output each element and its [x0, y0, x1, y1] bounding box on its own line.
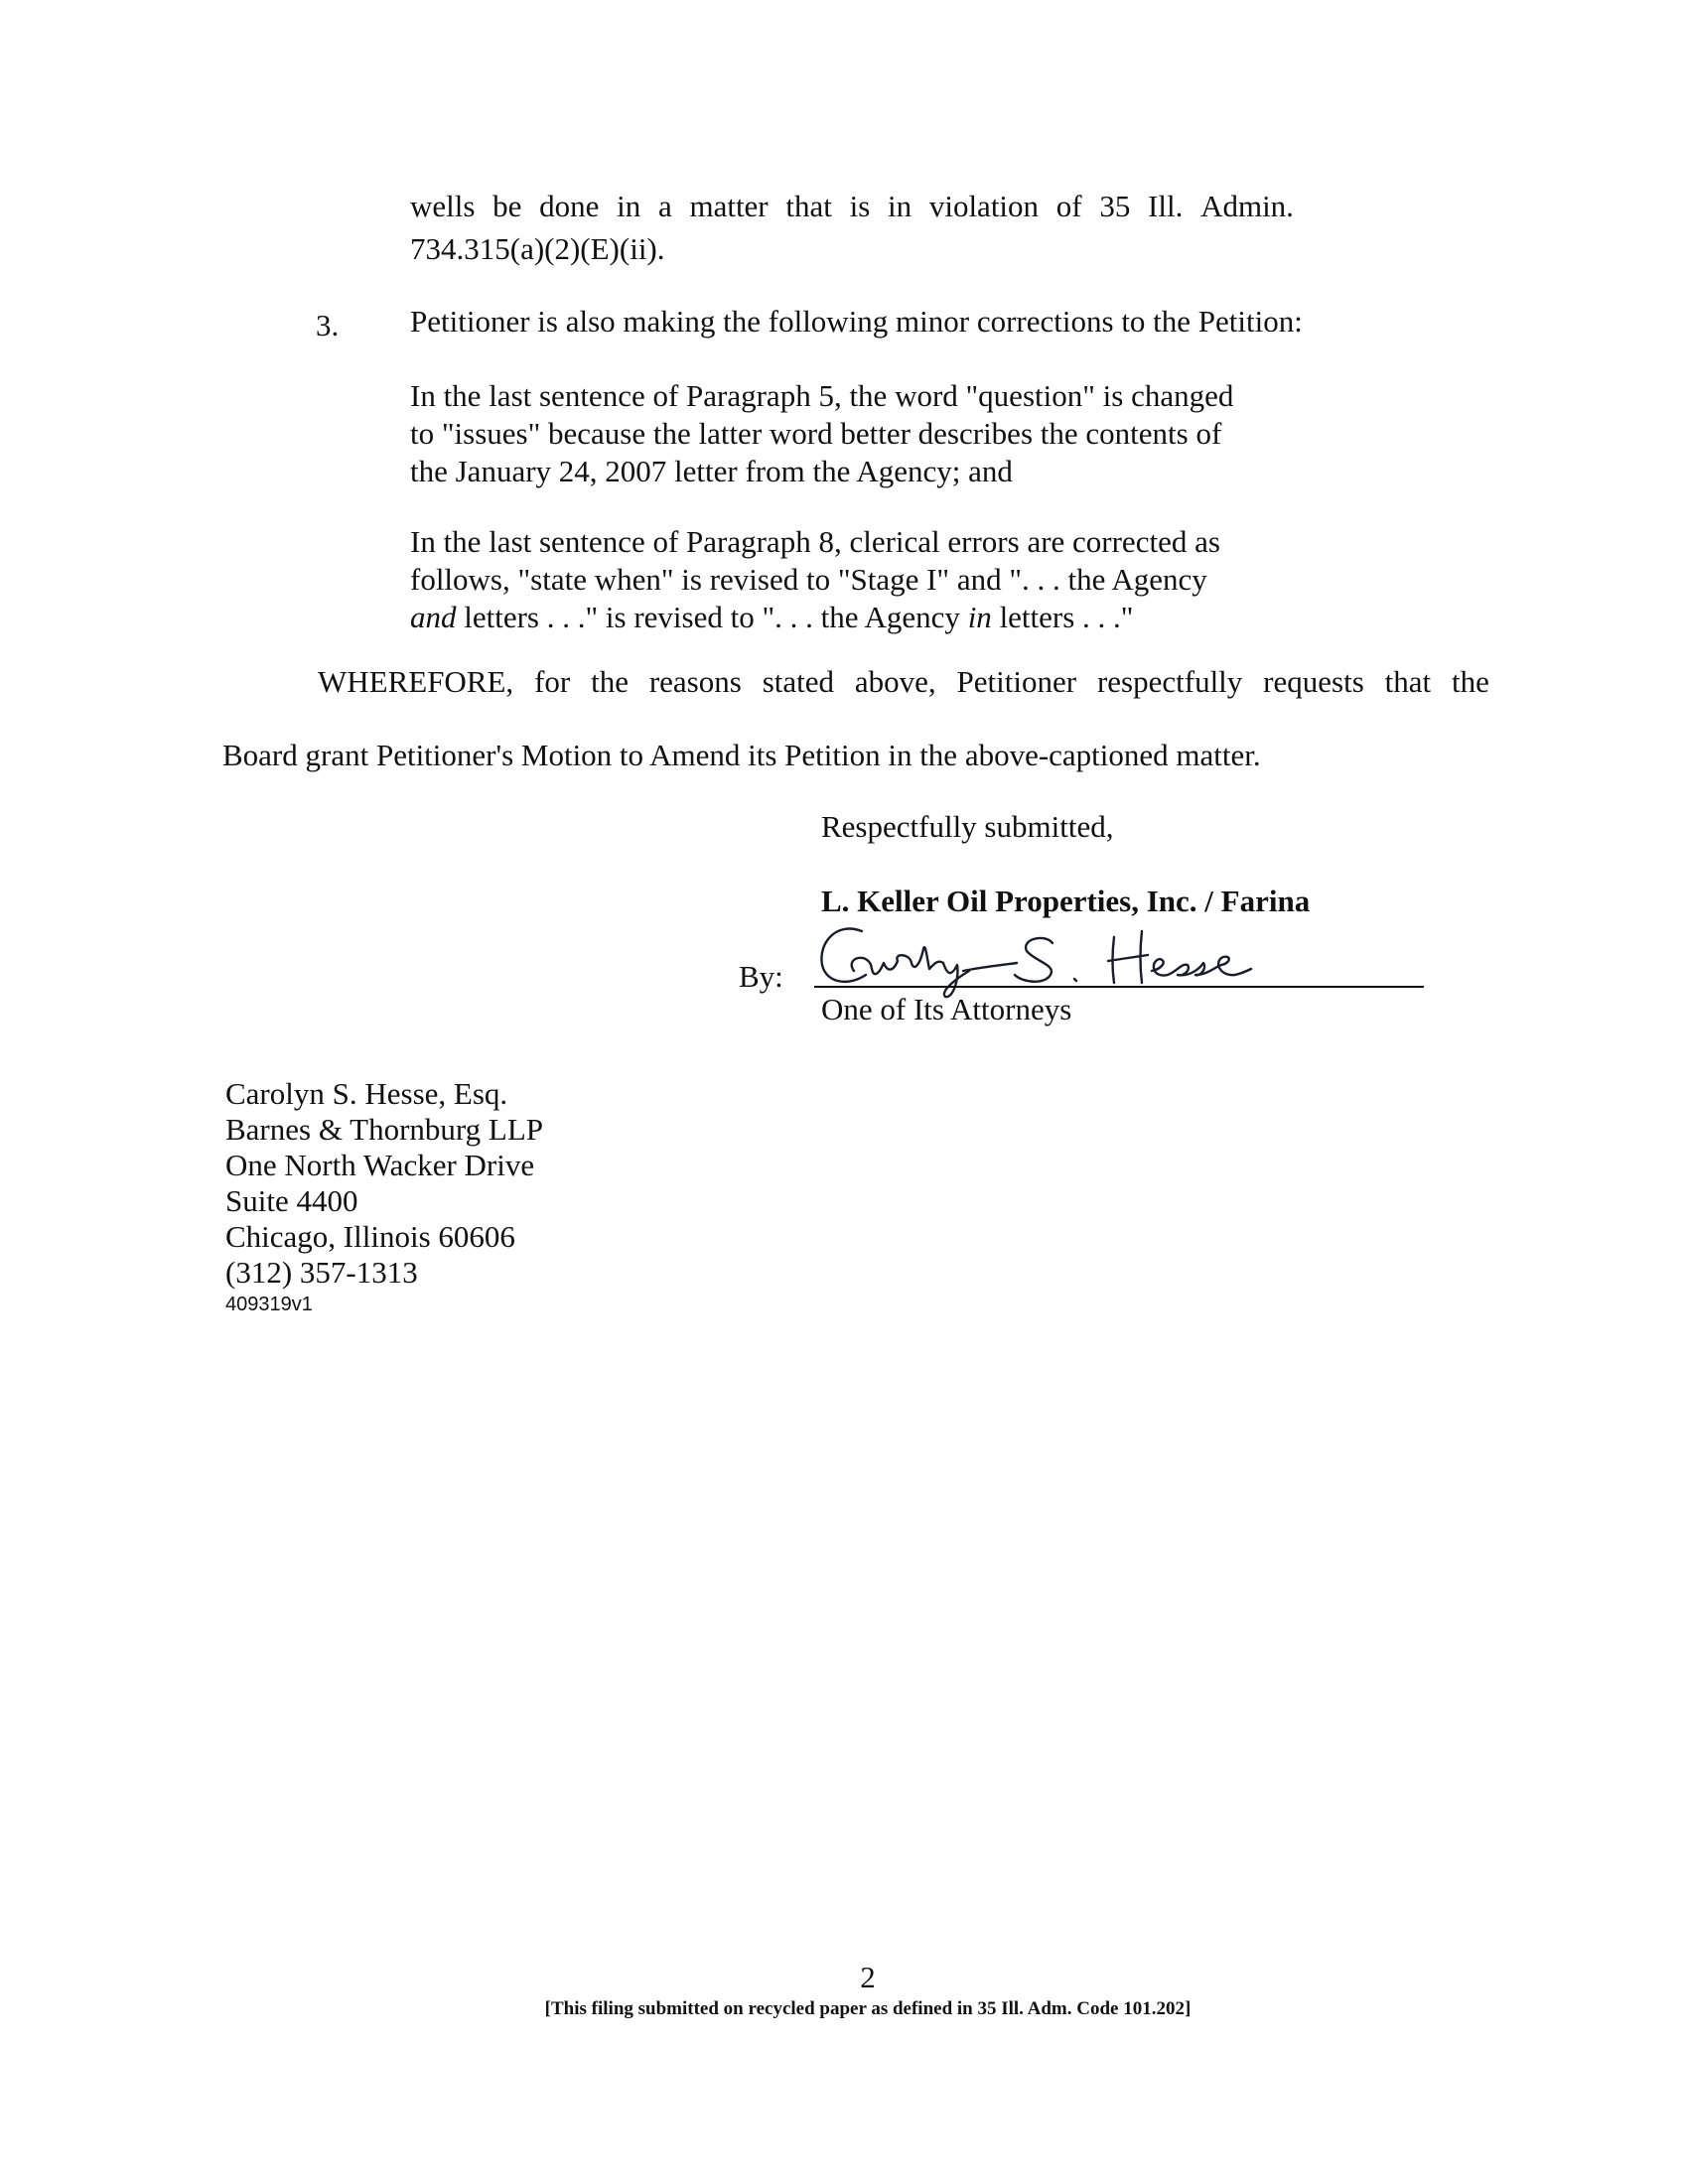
word: a: [657, 189, 672, 223]
word: above,: [854, 664, 936, 699]
document-id: 409319v1: [225, 1294, 313, 1315]
word: wells: [410, 189, 476, 223]
attorney-street: One North Wacker Drive: [225, 1148, 535, 1182]
attorney-name: Carolyn S. Hesse, Esq.: [225, 1076, 508, 1111]
word: reasons: [648, 664, 742, 699]
attorney-city: Chicago, Illinois 60606: [225, 1219, 515, 1254]
text-segment: letters . . ." is revised to ". . . the Agency: [456, 600, 968, 634]
item-3-number: 3.: [316, 308, 340, 342]
signature-line: [814, 986, 1424, 988]
word: in: [887, 189, 912, 223]
word: the: [591, 664, 629, 699]
item-3-text: Petitioner is also making the following minor corrections to the Petition:: [410, 304, 1303, 339]
italic-word: in: [967, 600, 992, 634]
continuation-line-1: [410, 189, 1294, 224]
correction-b-line-3: [410, 598, 1133, 637]
word: respectfully: [1096, 664, 1243, 699]
word: the: [1452, 664, 1489, 699]
wherefore-line-2: Board grant Petitioner's Motion to Amend its Petition in the above-captioned matter.: [222, 738, 1261, 772]
page-number: 2: [860, 1960, 876, 1994]
correction-a-line-2: to "issues" because the latter word better describes the contents of: [410, 416, 1222, 451]
attorney-suite: Suite 4400: [225, 1183, 358, 1218]
word: in: [617, 189, 641, 223]
italic-word: and: [410, 600, 457, 634]
respectfully-submitted: Respectfully submitted,: [821, 809, 1114, 844]
correction-a-line-3: the January 24, 2007 letter from the Agency; and: [410, 454, 1013, 488]
word: requests: [1263, 664, 1364, 699]
text-segment: letters . . .": [991, 600, 1134, 634]
attorney-phone: (312) 357-1313: [225, 1255, 418, 1290]
word: is: [849, 189, 871, 223]
word: Ill.: [1148, 189, 1184, 223]
recycled-paper-note: [This filing submitted on recycled paper as defined in 35 Ill. Adm. Code 101.202]: [544, 1998, 1192, 2019]
word: that: [785, 189, 832, 223]
word: WHEREFORE,: [318, 664, 514, 699]
word: be: [492, 189, 522, 223]
correction-b-line-1: In the last sentence of Paragraph 8, clerical errors are corrected as: [410, 524, 1220, 559]
by-label: By:: [739, 959, 783, 994]
company-name: L. Keller Oil Properties, Inc. / Farina: [821, 884, 1311, 918]
correction-b-line-2: follows, "state when" is revised to "Stage I" and ". . . the Agency: [410, 562, 1207, 597]
wherefore-line-1: [318, 664, 1489, 700]
word: that: [1384, 664, 1432, 699]
word: Petitioner: [956, 664, 1077, 699]
word: violation: [928, 189, 1040, 223]
continuation-line-2: 734.315(a)(2)(E)(ii).: [410, 231, 665, 266]
word: 35: [1099, 189, 1131, 223]
word: Admin.: [1200, 189, 1294, 223]
word: of: [1055, 189, 1082, 223]
signatory-role: One of Its Attorneys: [821, 992, 1072, 1026]
word: for: [534, 664, 571, 699]
word: stated: [762, 664, 835, 699]
word: matter: [689, 189, 769, 223]
word: done: [539, 189, 600, 223]
correction-a-line-1: In the last sentence of Paragraph 5, the word "question" is changed: [410, 378, 1234, 413]
attorney-firm: Barnes & Thornburg LLP: [225, 1112, 544, 1147]
